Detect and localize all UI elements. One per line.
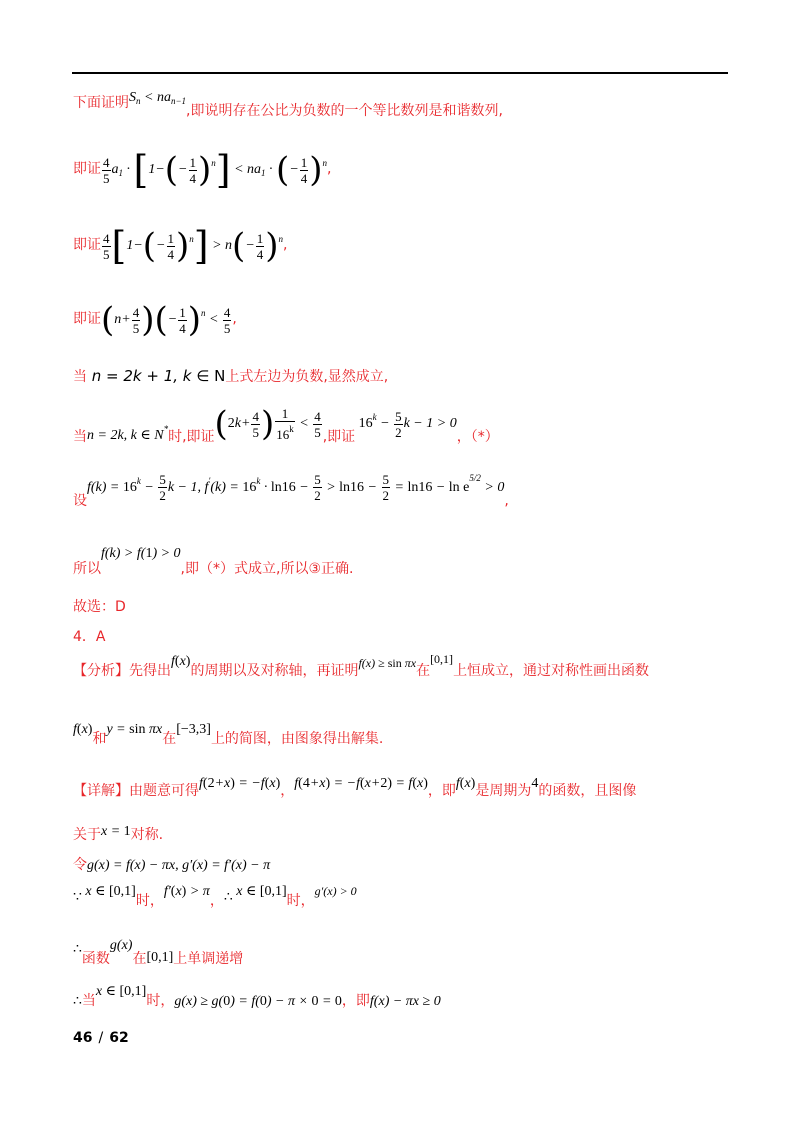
- formula-x-in-01: x ∈ [0,1]: [81, 884, 136, 899]
- text: 上恒成立，通过对称性画出函数: [453, 663, 650, 679]
- formula-inequality-5: $16^k$ − $\frac{5}{2}$ k − 1 > 0: [358, 408, 457, 440]
- text: 所以: [73, 561, 101, 577]
- text: 由题意可得: [129, 783, 199, 799]
- text: ,即（*）式成立,所以③正确.: [180, 561, 354, 577]
- text: 对称.: [130, 827, 164, 843]
- text: 的周期以及对称轴，再证明: [190, 663, 359, 679]
- text: 先得出: [129, 663, 171, 679]
- therefore-symbol: ∴: [223, 890, 233, 905]
- text: 当: [81, 993, 96, 1009]
- proof-line-8: [73, 546, 354, 577]
- proof-line-3: [73, 224, 287, 268]
- text: 令: [73, 857, 87, 873]
- current-page: 46: [73, 1030, 93, 1046]
- question-number: [73, 626, 105, 646]
- text: 即证: [73, 237, 101, 254]
- text: ，即: [427, 783, 456, 799]
- formula-y-sin: y = sin πx: [106, 722, 163, 737]
- text: ，: [280, 783, 295, 799]
- text: 是周期为: [475, 783, 532, 799]
- total-pages: 62: [109, 1030, 129, 1046]
- formula-n-odd: n = 2k + 1, k ∈ N: [87, 367, 226, 385]
- text: 上的简图，由图象得出解集.: [210, 731, 384, 747]
- formula-fx: f(x): [73, 722, 93, 737]
- formula-fx: f(x): [171, 654, 191, 669]
- detail-line-3: [73, 854, 270, 874]
- proof-line-7: [73, 472, 509, 509]
- detail-line-4: [73, 884, 357, 909]
- formula-gx: g(x): [109, 938, 133, 953]
- text: 时，: [286, 893, 315, 909]
- detail-line: [73, 776, 637, 800]
- text: 在: [162, 731, 177, 747]
- formula-x-in-01: x ∈ [0,1]: [232, 884, 287, 899]
- text: ，（*）: [456, 429, 499, 446]
- formula-interval-33: [−3,3]: [176, 722, 211, 737]
- text: ，: [209, 893, 224, 909]
- formula-inequality-2: $\frac{4}{5}$ [1−(− $\frac{1}{4}$ )$^n$] > n(− $\frac{1}{4}$ )$^n$: [103, 224, 284, 268]
- text: 在: [132, 951, 147, 967]
- formula-n-even: n = 2k, k ∈ N*: [87, 424, 169, 444]
- text: 上单调递增: [173, 951, 244, 967]
- text: 在: [416, 663, 431, 679]
- formula-sn: $S_n < na_{n-1}$: [129, 90, 187, 106]
- formula-gprime-gt-0: g′(x) > 0: [314, 884, 357, 898]
- text: 即证: [73, 311, 101, 328]
- text: 当: [73, 369, 87, 385]
- formula-gx-ge-g0: g(x) ≥ g(0) = f(0) − π × 0 = 0: [174, 994, 342, 1009]
- detail-tag: 【详解】: [73, 783, 129, 799]
- proof-line-5: [73, 366, 388, 386]
- text: 关于: [73, 827, 101, 843]
- text: 时，: [135, 893, 164, 909]
- text: 上式左边为负数,显然成立,: [225, 369, 389, 385]
- text: 即证: [73, 161, 101, 178]
- formula-fx-minus-pix: f(x) − πx ≥ 0: [369, 994, 441, 1009]
- formula-fk-gt: f(k) > f(1) > 0: [101, 546, 181, 561]
- detail-line-5: [73, 938, 244, 967]
- formula-period-4: 4: [531, 776, 539, 791]
- text: 当: [73, 429, 87, 446]
- text: 故选：D: [73, 599, 126, 615]
- therefore-symbol: ∴: [73, 994, 82, 1009]
- proof-line-6: [73, 404, 499, 444]
- therefore-symbol: ∴: [73, 942, 82, 957]
- text: 设: [73, 492, 87, 509]
- header-rule: [72, 72, 728, 74]
- page-separator: /: [98, 1030, 104, 1046]
- text: 的函数，且图像: [538, 783, 637, 799]
- text: 函数: [81, 951, 110, 967]
- proof-line-4: [73, 300, 237, 340]
- because-symbol: ∵: [73, 890, 82, 905]
- text: ,: [232, 311, 237, 328]
- proof-line-2: [73, 148, 331, 192]
- formula-inequality-1: $\frac{4}{5}$ $a_1 \cdot [1-(-$ $\frac{1}{4}$ )$^n] < na_1$ · (− $\frac{1}{4}$ )$^n$: [103, 148, 328, 192]
- formula-fk: $f(k) = 16^k$ − $\frac{5}{2}$ k − 1, $f'(k) = 16^k \cdot \ln 16$ − $\frac{5}{2}$ > ln16 − $\frac{5}{2}$ = $\ln 16 - \ln e^{5/2} > 0$: [87, 472, 505, 503]
- formula-gx-def: g(x) = f(x) − πx, g′(x) = f′(x) − π: [87, 858, 271, 873]
- formula-inequality-3: (n+ $\frac{4}{5}$ )(− $\frac{1}{4}$ )$^n$ < $\frac{4}{5}$: [101, 300, 231, 340]
- formula-f2x: f(2+x) = −f(x): [199, 776, 281, 791]
- analysis-tag: 【分析】: [73, 663, 129, 679]
- text: ,即说明存在公比为负数的一个等比数列是和谐数列,: [186, 103, 503, 119]
- formula-interval-01: [0,1]: [146, 950, 174, 965]
- formula-fx-ge-sin: f(x) ≥ sin πx: [358, 656, 417, 670]
- text: 和: [92, 731, 107, 747]
- text: 时,即证: [168, 429, 215, 446]
- text: 4．A: [73, 629, 106, 645]
- text: 时，: [146, 993, 175, 1009]
- proof-line-1: [73, 90, 503, 120]
- formula-fprime-gt-pi: f′(x) > π: [163, 884, 210, 899]
- text: ,: [283, 237, 288, 254]
- formula-x-eq-1: x = 1: [101, 824, 131, 839]
- analysis-line-2: [73, 722, 384, 747]
- page-number: [73, 1030, 129, 1046]
- formula-inequality-4: (2k+ $\frac{4}{5}$ ) $\frac{1}{16^k}$ < $\frac{4}{5}$: [214, 404, 321, 444]
- text: ,: [504, 492, 509, 509]
- formula-interval-01: [0,1]: [430, 652, 454, 666]
- formula-f4x: f(4+x) = −f(x+2) = f(x): [294, 776, 428, 791]
- formula-x-in-01: x ∈ [0,1]: [95, 984, 147, 999]
- text: ,即证: [322, 429, 356, 446]
- answer-line: [73, 596, 126, 616]
- detail-line-2: [73, 824, 163, 844]
- text: ,: [327, 161, 332, 178]
- text: 下面证明: [73, 95, 129, 111]
- text: ，即: [341, 993, 370, 1009]
- formula-fx: f(x): [455, 776, 476, 791]
- detail-line-6: [73, 984, 441, 1010]
- analysis-line: [73, 652, 650, 680]
